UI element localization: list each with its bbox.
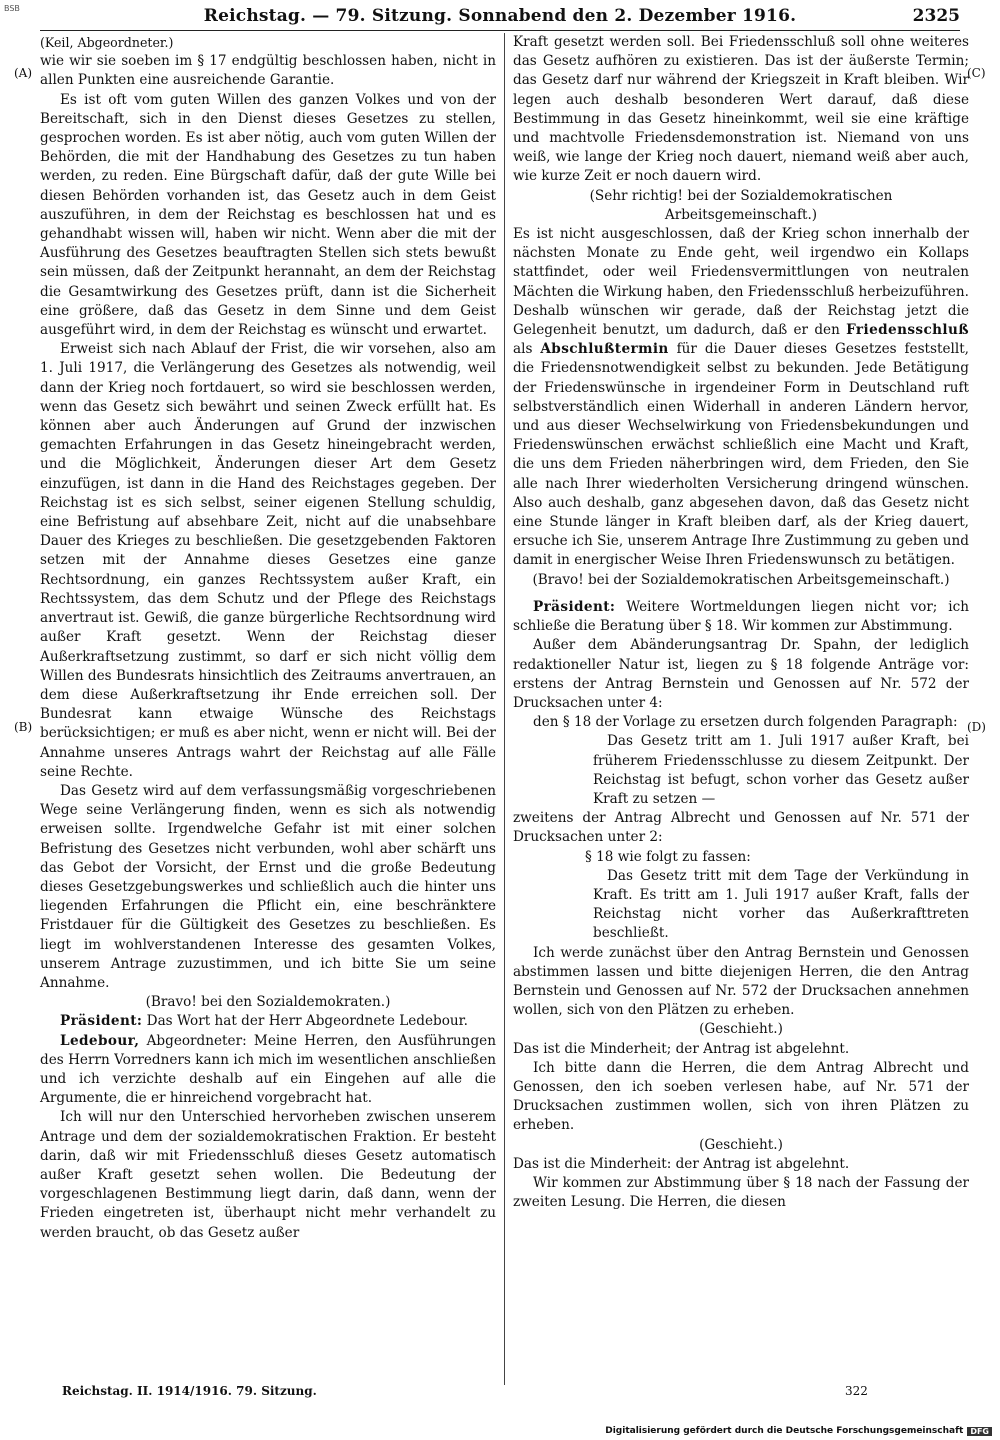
dfg-logo-icon: DFG: [967, 1427, 992, 1436]
paragraph: Außer dem Abänderungsantrag Dr. Spahn, der lediglich redaktioneller Natur ist, liegen zu § 18 folgende Anträge vor: erstens der Antrag Bernstein und Genossen auf Nr. 572 der Drucksachen unter 4:: [513, 637, 969, 711]
footer-signature: Reichstag. II. 1914/1916. 79. Sitzung.: [62, 1384, 317, 1398]
interjection: (Bravo! bei der Sozialdemokratischen Arbeitsgemeinschaft.): [532, 571, 950, 588]
speech-text: Abgeordneter: Meine Herren, den Ausführungen des Herrn Vorredners kann ich mich im wesentlichen anschließen und ich verzichte deshalb auf ein Eingehen auf alle die Argumente, die er hinreichend vorgebracht hat.: [40, 1032, 496, 1107]
quoted-paragraph: Das Gesetz tritt am 1. Juli 1917 außer Kraft, bei früherem Friedensschlusse zu diesem Zeitpunkt. Der Reichstag ist befugt, schon vorher das Gesetz außer Kraft zu setzen —: [593, 733, 969, 807]
margin-marker-a: (A): [14, 66, 33, 80]
interjection: (Bravo! bei den Sozialdemokraten.): [145, 994, 391, 1011]
speech-text: Weitere Wortmeldungen liegen nicht vor; ich schließe die Beratung über § 18. Wir kommen zur Abstimmung.: [513, 598, 969, 635]
library-stamp: BSB: [4, 4, 20, 13]
keyword: Friedensschluß: [846, 322, 969, 339]
speaker-paragraph: [40, 1032, 496, 1109]
quoted-paragraph: Das Gesetz tritt mit dem Tage der Verkündung in Kraft. Es tritt am 1. Juli 1917 außer Kraft, falls der Reichstag nicht vorher das Außerkrafttreten beschließt.: [593, 867, 969, 942]
paragraph: Es ist oft vom guten Willen des ganzen Volkes und von der Bereitschaft, sich in den Dienst dieses Gesetzes zu stellen, gesprochen worden. Es ist aber nötig, auch vom guten Willen der Behörden, die mit der Handhabung des Gesetzes zu tun haben werden, zu reden. Eine Bürgschaft dafür, daß der gute Wille bei diesen Behörden vorhanden ist, das Gesetz auch in dem Geist auszuführen, in dem der Reichstag es beschlossen hat und es gehandhabt wissen will, haben wir nicht. Wenn aber die mit der Ausführung des Gesetzes beauftragten Stellen sich stets bewußt sein müssen, daß der Zeitpunkt herannaht, an dem der Reichstag die Gesamtwirkung des Gesetzes prüft, dann ist die Sicherheit eine größere, daß das Gesetz in dem Sinne und dem Geist ausgeführt wird, in dem der Reichstag es wünscht und erwartet.: [40, 91, 496, 339]
text-run: für die Dauer dieses Gesetzes feststellt, die Friedensnotwendigkeit selbst zu bekunden. Jede Betätigung der Friedenswünsche in irgendeiner Form in Deutschland ruft selbstverständlich einen Widerhall in anderen Ländern hervor, und aus dieser Wechselwirkung von Friedensbekundungen und Friedenswünschen erwächst schließlich eine Macht und Kraft, die uns dem Frieden näherbringen wird, dem Frieden, den Sie alle nach Ihrer wiederholten Versicherung dringend wünschen. Also auch deshalb, ganz abgesehen davon, daß das Gesetz nicht eine Stunde länger in Kraft bleiben darf, als der Krieg dauert, ersuche ich Sie, unserem Antrage Ihre Zustimmung zu geben und damit in energischer Weise Ihren Friedenswunsch zu betätigen.: [513, 341, 969, 569]
running-header: [40, 6, 960, 30]
header-title: Reichstag. — 79. Sitzung. Sonnabend den 2. Dezember 1916.: [203, 6, 797, 26]
paragraph: [513, 225, 969, 571]
interjection: (Sehr richtig! bei der Sozialdemokratischen Arbeitsgemeinschaft.): [589, 187, 893, 223]
page-number: 2325: [912, 6, 960, 26]
column-divider: [504, 33, 505, 1385]
speaker-name: Präsident:: [533, 598, 616, 615]
speaker-paragraph: [513, 598, 969, 636]
margin-marker-b: (B): [14, 720, 33, 734]
sheet-number: 322: [845, 1384, 868, 1398]
speaker-continuation: (Keil, Abgeordneter.): [40, 35, 174, 50]
paragraph: wie wir sie soeben im § 17 endgültig beschlossen haben, nicht in allen Punkten eine ausreichende Garantie.: [40, 53, 496, 89]
paragraph: zweitens der Antrag Albrecht und Genossen auf Nr. 571 der Drucksachen unter 2:: [513, 810, 969, 846]
speaker-name: Präsident:: [60, 1013, 143, 1030]
header-rule: [40, 30, 960, 31]
paragraph: Erweist sich nach Ablauf der Frist, die wir vorsehen, also am 1. Juli 1917, die Verlängerung des Gesetzes als notwendig, weil dann der Krieg noch fortdauert, so wird sie beschlossen werden, wenn das Gesetz sich bewährt und seinen Zweck erfüllt hat. Es können aber auch Änderungen auf Grund der inzwischen gemachten Erfahrungen in das Gesetz hineingebracht werden, und die Möglichkeit, Änderungen dieser Art dem Gesetz einzufügen, ist dann in die Hand des Reichstages gegeben. Der Reichstag ist es sich selbst, seiner eigenen Stellung schuldig, eine Befristung auf absehbare Zeit, nicht auf die unabsehbare Dauer des Krieges zu beschließen. Die gesetzgebenden Faktoren setzen mit der Annahme dieses Gesetzes eine ganze Rechtsordnung, ein ganzes Rechtssystem außer Kraft, ein Rechtssystem, das dem Schutz und der Pflege des Reichstags anvertraut ist. Gewiß, die ganze bürgerliche Rechtsordnung wird außer Kraft gesetzt. Wenn der Reichstag dieser Außerkraftsetzung zustimmt, so darf er sich nicht völlig dem Willen des Bundesrats hinsichtlich des Zeitraums anvertrauen, an dem diese Außerkraftsetzung ihr Ende erreichen soll. Der Bundesrat kann etwaige Wünsche des Reichstags berücksichtigen; er muß es aber nicht, wenn er nicht will. Bei der Annahme unseres Antrags wahrt der Reichstag auf alle Fälle seine Rechte.: [40, 341, 497, 780]
interjection: (Geschieht.): [699, 1136, 783, 1153]
text-run: als: [513, 341, 533, 358]
paragraph: Das ist die Minderheit; der Antrag ist abgelehnt.: [513, 1040, 850, 1057]
quoted-motion: § 18 wie folgt zu fassen:: [585, 848, 751, 865]
paragraph: Ich werde zunächst über den Antrag Bernstein und Genossen abstimmen lassen und bitte diejenigen Herren, die den Antrag Bernstein und Genossen auf Nr. 572 der Drucksachen annehmen wollen, sich von den Plätzen zu erheben.: [513, 944, 969, 1019]
quoted-motion: den § 18 der Vorlage zu ersetzen durch folgenden Paragraph:: [533, 714, 958, 731]
paragraph: Ich will nur den Unterschied hervorheben zwischen unserem Antrage und dem der sozialdemokratischen Fraktion. Er besteht darin, daß wir mit Friedensschluß dieses Gesetz automatisch außer Kraft gesetzt sehen wollen. Die Bedeutung der vorgeschlagenen Bestimmung liegt darin, daß dann, wenn der Frieden eingetreten ist, überhaupt nicht mehr verhandelt zu werden braucht, ob das Gesetz außer: [40, 1109, 496, 1241]
credit-text: Digitalisierung gefördert durch die Deutsche Forschungsgemeinschaft: [605, 1426, 964, 1436]
speech-text: Das Wort hat der Herr Abgeordnete Ledebour.: [146, 1013, 468, 1030]
paragraph: Ich bitte dann die Herren, die dem Antrag Albrecht und Genossen, den ich soeben verlesen habe, auf Nr. 571 der Drucksachen zustimmen wollen, sich von ihren Plätzen zu erheben.: [513, 1059, 969, 1134]
left-column: [40, 33, 496, 1243]
text-run: Es ist nicht ausgeschlossen, daß der Krieg schon innerhalb der nächsten Monate zu Ende geht, weil irgendwo ein Kollaps stattfindet, oder weil Friedensvermittlungen von neutralen Mächten die Wirkung haben, den Friedensschluß herbeizuführen. Deshalb wünschen wir gerade, daß der Reichstag jetzt die Gelegenheit benutzt, um dadurch, daß er den: [513, 226, 969, 339]
margin-marker-c: (C): [967, 66, 986, 80]
paragraph: Das ist die Minderheit: der Antrag ist abgelehnt.: [513, 1155, 850, 1172]
digitization-credit: [605, 1426, 992, 1436]
paragraph: Kraft gesetzt werden soll. Bei Friedensschluß soll ohne weiteres das Gesetz aufhören zu existieren. Das ist der äußerste Termin; das Gesetz darf nur während der Kriegszeit in Kraft bleiben. Wir legen auch deshalb besonderen Wert darauf, daß diese Bestimmung in das Gesetz hineinkommt, weil sie eine kräftige und machtvolle Friedensdemonstration ist. Niemand von uns weiß, wie lange der Krieg noch dauert, niemand weiß aber auch, wie kurze Zeit er noch dauern wird.: [513, 34, 969, 185]
paragraph: Wir kommen zur Abstimmung über § 18 nach der Fassung der zweiten Lesung. Die Herren, die diesen: [513, 1174, 969, 1211]
interjection: (Geschieht.): [699, 1021, 783, 1038]
margin-marker-d: (D): [967, 720, 986, 734]
paragraph: Das Gesetz wird auf dem verfassungsmäßig vorgeschriebenen Wege seine Verlängerung finden, wenn es sich als notwendig erweisen sollte. Irgendwelche Gefahr ist mit einer solchen Befristung des Gesetzes nicht verbunden, wohl aber schärft uns das Gebot der Vorsicht, der Ernst und die große Bedeutung dieses Gesetzgebungswerkes und schließlich auch die hinter uns liegenden Erfahrungen die Pflicht ein, eine beschränktere Fristdauer für die Gültigkeit des Gesetzes zu beschließen. Es liegt im wohlverstandenen Interesse des gesamten Volkes, unserem Antrage zuzustimmen, und ich bitte Sie um seine Annahme.: [40, 782, 496, 991]
speaker-paragraph: [40, 1012, 496, 1031]
right-column: [513, 33, 969, 1212]
keyword: Abschlußtermin: [540, 341, 669, 358]
speaker-name: Ledebour,: [60, 1032, 140, 1049]
